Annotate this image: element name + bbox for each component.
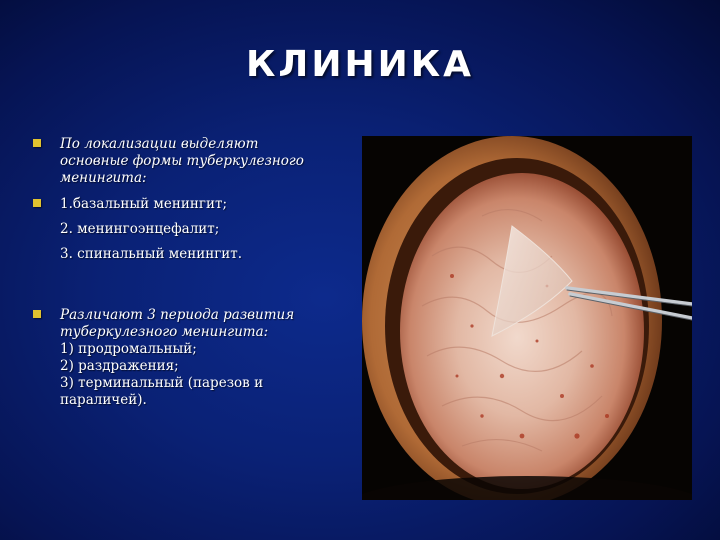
bullet-localization (33, 136, 333, 187)
period-item: 3) терминальный (парезов и (60, 375, 264, 391)
bullet-text-line: По локализации выделяют (60, 136, 259, 152)
bullet-text-line: 1.базальный менингит; (60, 196, 227, 212)
bullet-square-icon (33, 139, 41, 147)
periods-heading-line: Различают 3 периода развития (60, 307, 295, 323)
period-item: параличей). (60, 392, 147, 408)
sub-item-meningoencephalitis: 2. менингоэнцефалит; (60, 221, 220, 237)
slide-content (33, 136, 333, 409)
bullet-text-line: основные формы туберкулезного (60, 153, 304, 169)
bullet-square-icon (33, 199, 41, 207)
bullet-text-line: менингита: (60, 170, 147, 186)
period-item: 1) продромальный; (60, 341, 197, 357)
bullet-basal (33, 196, 333, 213)
bullet-periods (33, 307, 333, 409)
period-item: 2) раздражения; (60, 358, 179, 374)
sub-item-spinal: 3. спинальный менингит. (60, 246, 243, 262)
slide-title: КЛИНИКА (246, 44, 474, 85)
brain-photo-illustration (362, 136, 692, 500)
bullet-square-icon (33, 310, 41, 318)
periods-heading-line: туберкулезного менингита: (60, 324, 269, 340)
brain-meninges-photo (362, 136, 692, 500)
